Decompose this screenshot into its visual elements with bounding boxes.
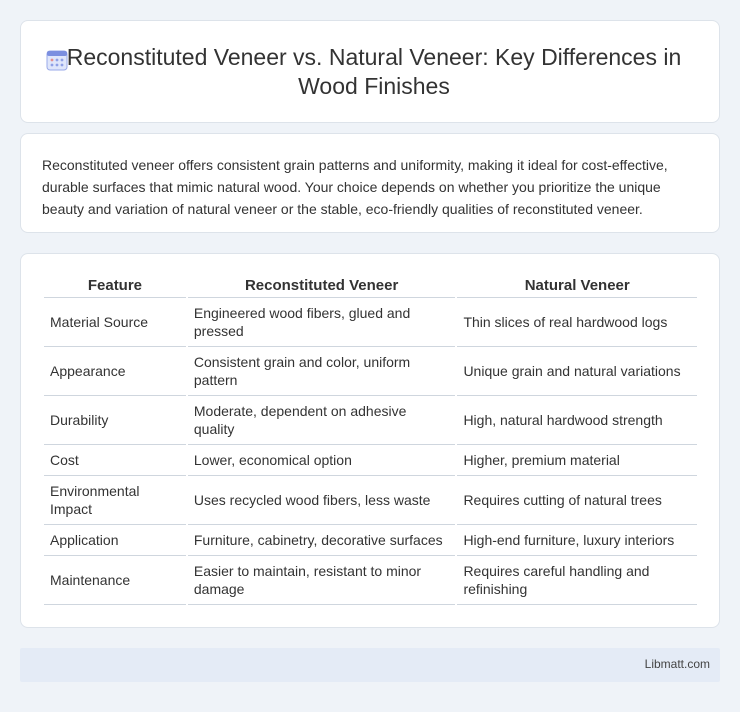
table-row [44,298,697,347]
table-row [44,476,697,525]
table-cell: Uses recycled wood fibers, less waste [188,476,456,525]
table-row [44,525,697,556]
page-title: Reconstituted Veneer vs. Natural Veneer: Key Differences in Wood Finishes [66,44,682,99]
table-cell: Moderate, dependent on adhesive quality [188,396,456,445]
table-cell: Application [44,525,186,556]
header-card [20,20,720,123]
comparison-table [42,274,699,605]
table-header-row [44,274,697,298]
table-cell: Consistent grain and color, uniform pattern [188,347,456,396]
table-cell: Maintenance [44,556,186,605]
table-cell: High, natural hardwood strength [457,396,697,445]
table-cell: Appearance [44,347,186,396]
column-header: Natural Veneer [457,274,697,298]
table-row [44,396,697,445]
column-header: Reconstituted Veneer [188,274,456,298]
table-row [44,445,697,476]
table-cell: Requires careful handling and refinishing [457,556,697,605]
table-cell: Cost [44,445,186,476]
intro-card [20,133,720,233]
table-cell: Higher, premium material [457,445,697,476]
table-cell: High-end furniture, luxury interiors [457,525,697,556]
footer [20,648,720,682]
table-cell: Furniture, cabinetry, decorative surfaces [188,525,456,556]
table-cell: Lower, economical option [188,445,456,476]
table-cell: Easier to maintain, resistant to minor damage [188,556,456,605]
comparison-card [20,253,720,628]
table-cell: Durability [44,396,186,445]
table-cell: Thin slices of real hardwood logs [457,298,697,347]
table-row [44,556,697,605]
table-cell: Environmental Impact [44,476,186,525]
table-row [44,347,697,396]
footer-brand: Libmatt.com [644,657,710,671]
intro-text: Reconstituted veneer offers consistent grain patterns and uniformity, making it ideal for cost-effective, durable surfaces that mimic natural wood. Your choice depends on whether you prioritize the unique beauty and variation of natural veneer or the stable, eco-friendly qualities of reconstituted veneer. [42,157,668,217]
table-cell: Material Source [44,298,186,347]
table-cell: Requires cutting of natural trees [457,476,697,525]
table-cell: Unique grain and natural variations [457,347,697,396]
column-header: Feature [44,274,186,298]
table-cell: Engineered wood fibers, glued and pressed [188,298,456,347]
